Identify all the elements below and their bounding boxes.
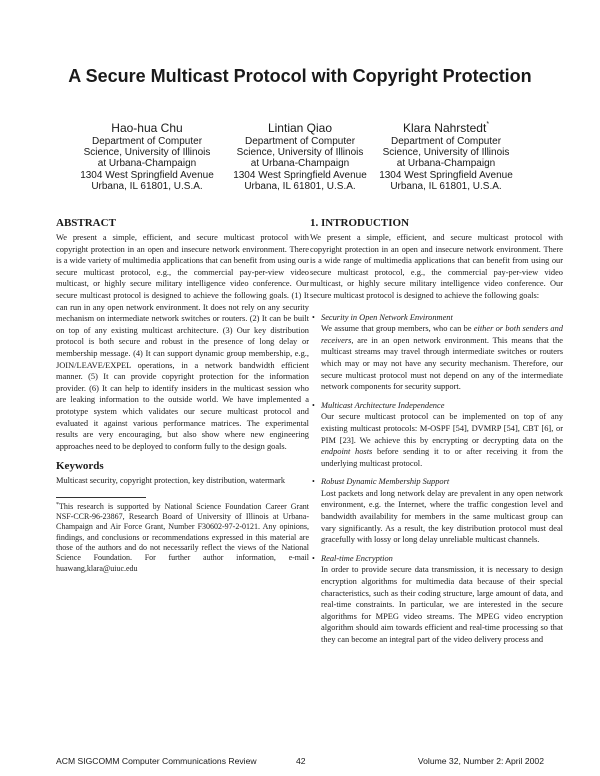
author-name: Hao-hua Chu	[111, 121, 183, 135]
footer-page-number: 42	[296, 756, 306, 766]
goal-text: In order to provide secure data transmission, it is necessary to design encryption algorithms for multimedia data because of their special characteristics, such as their coding structure, large amount of data, and real-time constraints. In particular, we are interested in the secure algorithms for MPEG video streams. The MPEG video encryption algorithm should aim towards efficient and real-time processing so that they can become an integral part of the video delivery process and	[321, 565, 563, 644]
keywords-heading: Keywords	[56, 460, 104, 473]
keywords-text: Multicast security, copyright protection, key distribution, watermark	[56, 476, 286, 486]
author-campus: at Urbana-Champaign	[250, 158, 350, 170]
introduction-text: We present a simple, efficient, and secure multicast protocol with copyright protection in an open and insecure network environment. There is a wide range of multimedia applications that can benefit from using our secure multicast protocol, e.g., the commercial pay-per-view video multicast, or highly secure military intelligence video conference. Our secure multicast protocol is designed to achieve the following goals:	[310, 233, 563, 300]
goal-title: Robust Dynamic Membership Support	[321, 477, 450, 487]
footnote	[56, 502, 309, 574]
abstract-text: We present a simple, efficient, and secure multicast protocol with copyright protection in an open and insecure network environment. There is a wide variety of multimedia applications that can benefit from using our secure multicast protocol, e.g., the commercial pay-per-view video multicast, or highly secure military intelligence video conference. Our secure multicast protocol is designed to achieve the following goals. (1) It can run in any open network environment. It does not rely on any security mechanism on intermediate network switches or routers. (2) It can be built on top of any existing multicast architecture. (3) Our key distribution protocol is both secure and robust in the presence of long delay or membership message. (4) It can support dynamic group membership, e.g., JOIN/LEAVE/EXPEL operations, in a network bandwidth efficient manner. (5) It can provide copyright protection for the information provider. (6) It can help to identify insiders in the multicast session who are leaking information to the outside world. We have implemented a prototype system which validates our secure multicast protocol and evaluated it against various performance matrices. The experimental results are very encouraging, but also show where new engineering approaches need to be deployed to conform fully to the design goals.	[56, 233, 309, 451]
author-university: Science, University of Illinois	[83, 147, 211, 159]
author-block-3	[371, 121, 521, 192]
author-footnote-mark: *	[486, 121, 490, 128]
goal-text	[321, 411, 563, 469]
goal-text-emphasis: either or both senders and receivers	[321, 324, 563, 345]
footer-venue: ACM SIGCOMM Computer Communications Review	[56, 756, 257, 766]
goal-title: Real-time Encryption	[321, 553, 393, 563]
author-street: 1304 West Springfield Avenue	[379, 169, 513, 181]
bullet-icon: •	[312, 400, 315, 410]
goals-list	[310, 312, 563, 646]
goal-text-part: , are in an open network environment. This means that the multicast streams may travel through intermediate switches or routers which may or may not have any security mechanism. Therefore, our secure multicast protocol must not depend on any of the intermediate network components for security support.	[321, 335, 563, 392]
author-name: Lintian Qiao	[267, 121, 333, 135]
footer-issue: Volume 32, Number 2: April 2002	[417, 756, 544, 766]
author-city: Urbana, IL 61801, U.S.A.	[390, 180, 502, 192]
goal-title: Security in Open Network Environment	[321, 312, 453, 322]
author-street: 1304 West Springfield Avenue	[233, 169, 367, 181]
footnote-text: This research is supported by National Science Foundation Career Grant NSF-CCR-96-23867, Research Board of University of Illinois at Urbana-Champaign and Air Force Grant, Number F30602-97-2-0121. Any opinions, findings, and conclusions or recommendations expressed in this material are those of the authors and do not necessarily reflect the views of the National Science Foundation. For further author information, e-mail huawang,klara@uiuc.edu	[56, 501, 309, 573]
list-item	[310, 400, 563, 470]
author-campus: at Urbana-Champaign	[97, 158, 197, 170]
goal-text-part: We assume that group members, who can be	[321, 324, 474, 334]
author-street: 1304 West Springfield Avenue	[80, 169, 214, 181]
author-block-1	[72, 121, 222, 192]
footnote-mark: *	[56, 501, 59, 508]
paper-title: A Secure Multicast Protocol with Copyright Protection	[68, 66, 532, 86]
list-item	[310, 312, 563, 393]
bullet-icon: •	[312, 312, 315, 322]
author-dept: Department of Computer	[244, 136, 356, 147]
abstract-heading: ABSTRACT	[56, 217, 116, 229]
author-city: Urbana, IL 61801, U.S.A.	[244, 180, 356, 192]
author-block-2	[225, 121, 375, 192]
list-item	[310, 553, 563, 646]
goal-text-part: Our secure multicast protocol can be implemented on top of any existing multicast protocols: M-OSPF [54], DVMRP [54], CBT [6], or PIM [23]. We achieve this by encrypting or decrypting data on the	[321, 412, 563, 445]
list-item	[310, 476, 563, 546]
footnote-rule	[56, 497, 146, 498]
author-university: Science, University of Illinois	[382, 147, 510, 159]
introduction-heading: 1. INTRODUCTION	[310, 217, 410, 229]
author-city: Urbana, IL 61801, U.S.A.	[91, 180, 203, 192]
author-dept: Department of Computer	[390, 136, 502, 147]
right-column	[310, 217, 563, 653]
goal-title: Multicast Architecture Independence	[321, 400, 445, 410]
author-university: Science, University of Illinois	[236, 147, 364, 159]
goal-text-part: before sending it to or after receiving it from the underlying multicast protocol.	[321, 447, 563, 468]
goal-text-emphasis: endpoint hosts	[321, 447, 373, 457]
author-campus: at Urbana-Champaign	[396, 158, 496, 170]
bullet-icon: •	[312, 477, 315, 487]
goal-text	[321, 323, 563, 393]
author-name: Klara Nahrstedt	[402, 121, 487, 135]
author-name-with-mark	[371, 121, 521, 135]
goal-text: Lost packets and long network delay are prevalent in any open network environment, e.g. the Internet, where the traffic congestion level and bandwidth availability for members in the same multicast group can vary significantly. As a result, the key distribution protocol must deal gracefully with lossy or long delay unreliable multicast channels.	[321, 488, 563, 545]
author-dept: Department of Computer	[91, 136, 203, 147]
bullet-icon: •	[312, 553, 315, 563]
left-column	[56, 217, 309, 574]
